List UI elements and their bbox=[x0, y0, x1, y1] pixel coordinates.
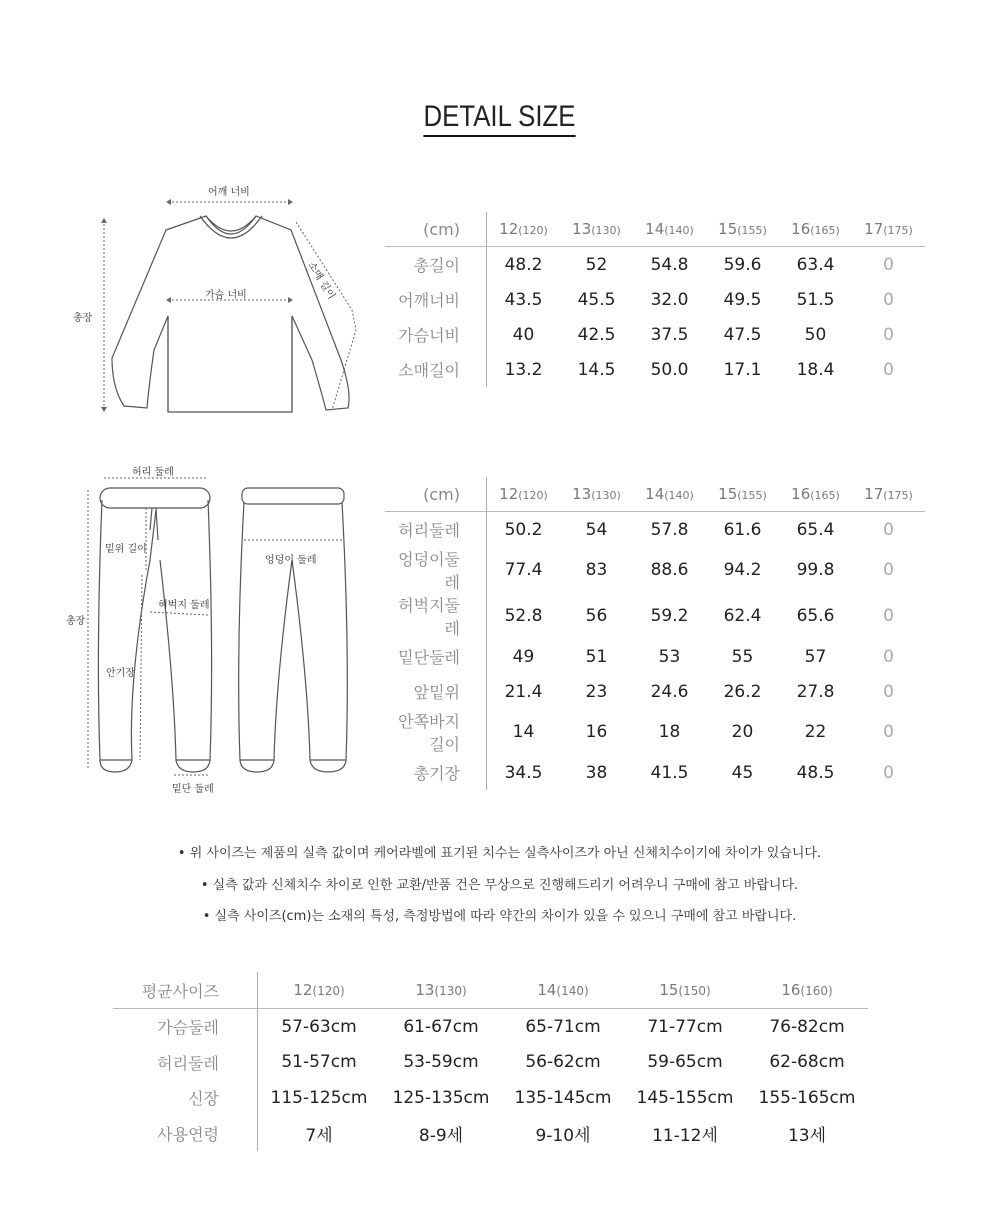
rise-label: 밑위 길이 bbox=[105, 544, 147, 555]
avg-table-header bbox=[113, 972, 868, 1009]
table-row bbox=[385, 317, 925, 352]
cell: 47.5 bbox=[723, 324, 762, 345]
size-header: 16(165) bbox=[779, 477, 852, 512]
cell: 145-155cm bbox=[636, 1087, 734, 1108]
cell: 57.8 bbox=[650, 519, 689, 540]
cell: 65.4 bbox=[796, 519, 835, 540]
table-row bbox=[385, 352, 925, 387]
cell: 52 bbox=[585, 254, 608, 275]
note: • 실측 사이즈(cm)는 소재의 특성, 측정방법에 따라 약간의 차이가 있을 수 있으니 구매에 참고 바랍니다. bbox=[202, 909, 797, 924]
size-header: 14(140) bbox=[502, 972, 624, 1009]
table-row bbox=[113, 1080, 868, 1116]
cell: 53-59cm bbox=[403, 1052, 479, 1073]
cell: 18 bbox=[658, 722, 681, 742]
cell: 13.2 bbox=[504, 359, 543, 380]
cell: 14 bbox=[512, 722, 535, 742]
table-row bbox=[385, 247, 925, 283]
table-row bbox=[385, 674, 925, 709]
cell: 115-125cm bbox=[270, 1087, 368, 1108]
cell: 8-9세 bbox=[418, 1125, 464, 1146]
cell: 50.0 bbox=[650, 359, 689, 380]
table-row bbox=[385, 593, 925, 639]
cell: 50 bbox=[804, 324, 827, 345]
cell: 50.2 bbox=[504, 519, 543, 540]
cell: 51.5 bbox=[796, 289, 835, 310]
notes bbox=[0, 843, 999, 938]
cell: 27.8 bbox=[796, 681, 835, 702]
cell: 65.6 bbox=[796, 606, 835, 626]
cell: 48.5 bbox=[796, 762, 835, 783]
cell: 0 bbox=[883, 519, 894, 540]
cell: 38 bbox=[585, 762, 608, 783]
row-label: 엉덩이둘레 bbox=[385, 547, 487, 593]
cell: 17.1 bbox=[723, 359, 762, 380]
cell: 63.4 bbox=[796, 254, 835, 275]
cell: 7세 bbox=[305, 1125, 333, 1146]
table-row bbox=[113, 1009, 868, 1045]
row-label: 안쪽바지길이 bbox=[385, 709, 487, 755]
table-row bbox=[113, 1116, 868, 1152]
size-header: 15(155) bbox=[706, 477, 779, 512]
table-row bbox=[385, 282, 925, 317]
cell: 71-77cm bbox=[647, 1016, 723, 1037]
average-size-table bbox=[113, 972, 868, 1151]
table-row bbox=[385, 547, 925, 593]
cell: 0 bbox=[883, 289, 894, 310]
pants-length-label: 총장 bbox=[66, 616, 86, 627]
row-label: 총길이 bbox=[385, 247, 487, 283]
cell: 54 bbox=[585, 519, 608, 540]
size-header: 12(120) bbox=[487, 212, 561, 247]
size-header: 15(150) bbox=[624, 972, 746, 1009]
cell: 14.5 bbox=[577, 359, 616, 380]
row-label: 허벅지둘레 bbox=[385, 593, 487, 639]
cell: 22 bbox=[804, 722, 827, 742]
row-label: 허리둘레 bbox=[113, 1045, 258, 1081]
cell: 59-65cm bbox=[647, 1052, 723, 1073]
cell: 55 bbox=[731, 646, 754, 667]
unit-header: (cm) bbox=[385, 212, 487, 247]
row-label: 신장 bbox=[113, 1080, 258, 1116]
cell: 41.5 bbox=[650, 762, 689, 783]
table-row bbox=[385, 709, 925, 755]
cell: 135-145cm bbox=[514, 1087, 612, 1108]
cell: 34.5 bbox=[504, 762, 543, 783]
row-label: 앞밑위 bbox=[385, 674, 487, 709]
hem-label: 밑단 둘레 bbox=[172, 784, 214, 795]
cell: 61.6 bbox=[723, 519, 762, 540]
cell: 26.2 bbox=[723, 681, 762, 702]
size-header: 16(165) bbox=[779, 212, 852, 247]
cell: 0 bbox=[883, 606, 894, 626]
cell: 94.2 bbox=[723, 560, 762, 580]
cell: 23 bbox=[585, 681, 608, 702]
cell: 0 bbox=[883, 681, 894, 702]
top-size-table bbox=[385, 212, 925, 387]
unit-header: (cm) bbox=[385, 477, 487, 512]
hip-label: 엉덩이 둘레 bbox=[265, 555, 317, 566]
chest-label: 가슴 너비 bbox=[205, 290, 247, 301]
cell: 20 bbox=[731, 722, 754, 742]
cell: 0 bbox=[883, 560, 894, 580]
cell: 125-135cm bbox=[392, 1087, 490, 1108]
pants-front-drawing bbox=[98, 488, 211, 772]
top-table-header bbox=[385, 212, 925, 247]
thigh-label: 허벅지 둘레 bbox=[158, 600, 210, 611]
cell: 21.4 bbox=[504, 681, 543, 702]
cell: 32.0 bbox=[650, 289, 689, 310]
cell: 40 bbox=[512, 324, 535, 345]
cell: 61-67cm bbox=[403, 1016, 479, 1037]
cell: 42.5 bbox=[577, 324, 616, 345]
row-label: 사용연령 bbox=[113, 1116, 258, 1152]
cell: 0 bbox=[883, 254, 894, 275]
cell: 57-63cm bbox=[281, 1016, 357, 1037]
cell: 155-165cm bbox=[758, 1087, 856, 1108]
cell: 76-82cm bbox=[769, 1016, 845, 1037]
cell: 59.6 bbox=[723, 254, 762, 275]
pants-measure-lines bbox=[88, 478, 342, 775]
size-header: 17(175) bbox=[852, 212, 925, 247]
size-header: 14(140) bbox=[633, 477, 706, 512]
cell: 45 bbox=[731, 762, 754, 783]
cell: 62-68cm bbox=[769, 1052, 845, 1073]
cell: 0 bbox=[883, 324, 894, 345]
cell: 16 bbox=[585, 722, 608, 742]
cell: 18.4 bbox=[796, 359, 835, 380]
cell: 53 bbox=[658, 646, 681, 667]
row-label: 가슴너비 bbox=[385, 317, 487, 352]
cell: 9-10세 bbox=[535, 1125, 591, 1146]
long-sleeve-tee-drawing bbox=[112, 216, 349, 412]
size-header: 15(155) bbox=[706, 212, 779, 247]
cell: 62.4 bbox=[723, 606, 762, 626]
cell: 11-12세 bbox=[652, 1125, 718, 1146]
table-row bbox=[113, 1045, 868, 1081]
size-header: 16(160) bbox=[746, 972, 868, 1009]
cell: 43.5 bbox=[504, 289, 543, 310]
bottom-size-table bbox=[385, 477, 925, 790]
cell: 0 bbox=[883, 646, 894, 667]
table-row bbox=[385, 512, 925, 548]
size-header: 14(140) bbox=[633, 212, 706, 247]
size-header: 13(130) bbox=[380, 972, 502, 1009]
cell: 51 bbox=[585, 646, 608, 667]
pants-back-drawing bbox=[239, 488, 348, 772]
size-header: 13(130) bbox=[560, 212, 633, 247]
corner-header: 평균사이즈 bbox=[113, 972, 258, 1009]
cell: 49 bbox=[512, 646, 535, 667]
cell: 56 bbox=[585, 606, 608, 626]
row-label: 허리둘레 bbox=[385, 512, 487, 548]
waist-label: 허리 둘레 bbox=[132, 467, 174, 478]
row-label: 총기장 bbox=[385, 755, 487, 790]
size-header: 13(130) bbox=[560, 477, 633, 512]
row-label: 어깨너비 bbox=[385, 282, 487, 317]
note: • 위 사이즈는 제품의 실측 값이며 케어라벨에 표기된 치수는 실측사이즈가 아닌 신체치수이기에 차이가 있습니다. bbox=[177, 846, 822, 861]
cell: 88.6 bbox=[650, 560, 689, 580]
size-header: 17(175) bbox=[852, 477, 925, 512]
size-header: 12(120) bbox=[487, 477, 561, 512]
cell: 0 bbox=[883, 762, 894, 783]
cell: 77.4 bbox=[504, 560, 543, 580]
inseam-label: 안기장 bbox=[106, 668, 135, 679]
cell: 54.8 bbox=[650, 254, 689, 275]
cell: 59.2 bbox=[650, 606, 689, 626]
cell: 52.8 bbox=[504, 606, 543, 626]
bottom-table-header bbox=[385, 477, 925, 512]
row-label: 밑단둘레 bbox=[385, 639, 487, 674]
table-row bbox=[385, 755, 925, 790]
shoulder-label: 어깨 너비 bbox=[208, 187, 250, 198]
table-row bbox=[385, 639, 925, 674]
cell: 56-62cm bbox=[525, 1052, 601, 1073]
sleeve-label: 소매 길이 bbox=[305, 260, 337, 302]
page-title-text: DETAIL SIZE bbox=[424, 100, 576, 137]
cell: 51-57cm bbox=[281, 1052, 357, 1073]
cell: 57 bbox=[804, 646, 827, 667]
cell: 83 bbox=[585, 560, 608, 580]
cell: 99.8 bbox=[796, 560, 835, 580]
size-header: 12(120) bbox=[258, 972, 381, 1009]
row-label: 소매길이 bbox=[385, 352, 487, 387]
cell: 13세 bbox=[787, 1125, 827, 1146]
cell: 0 bbox=[883, 359, 894, 380]
tee-arrowheads bbox=[101, 199, 293, 412]
cell: 65-71cm bbox=[525, 1016, 601, 1037]
cell: 0 bbox=[883, 722, 894, 742]
cell: 37.5 bbox=[650, 324, 689, 345]
tee-length-label: 총장 bbox=[73, 313, 93, 324]
cell: 49.5 bbox=[723, 289, 762, 310]
cell: 48.2 bbox=[504, 254, 543, 275]
row-label: 가슴둘레 bbox=[113, 1009, 258, 1045]
cell: 45.5 bbox=[577, 289, 616, 310]
tee-measure-lines bbox=[104, 202, 356, 410]
cell: 24.6 bbox=[650, 681, 689, 702]
note: • 실측 값과 신체치수 차이로 인한 교환/반품 건은 무상으로 진행해드리기 어려우니 구매에 참고 바랍니다. bbox=[200, 877, 799, 893]
